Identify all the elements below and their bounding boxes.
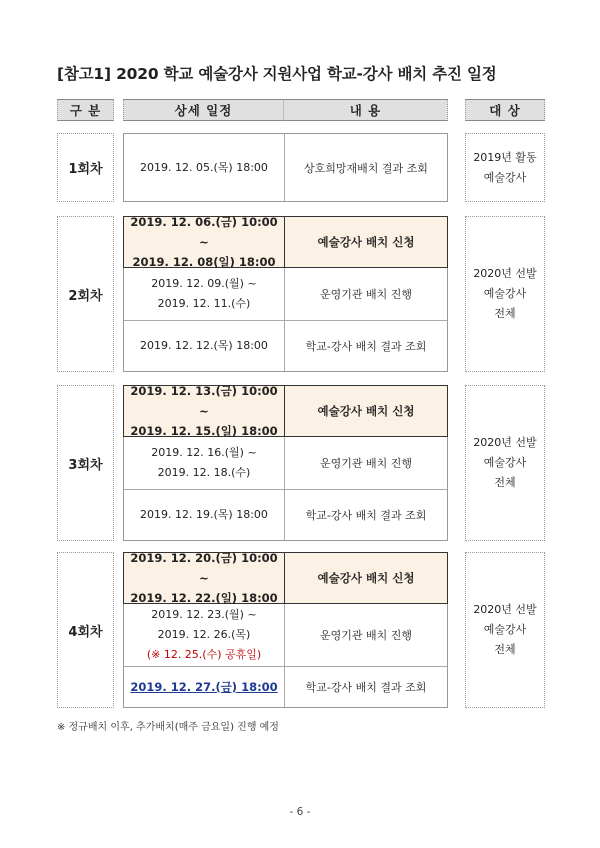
- date-line: 2019. 12. 22.(일) 18:00: [130, 591, 278, 605]
- schedule-content: 운영기관 배치 진행: [284, 268, 447, 320]
- date-line: 2019. 12. 26.(목): [157, 628, 251, 641]
- schedule-date: [124, 490, 284, 540]
- schedule-content: 학교-강사 배치 결과 조회: [284, 321, 447, 371]
- round-3-target: [465, 385, 545, 541]
- target-line: 예술강사: [483, 287, 527, 300]
- target-line: 예술강사: [483, 623, 527, 636]
- header-gubun: 구 분: [57, 99, 114, 121]
- round-1-schedule: [123, 133, 448, 202]
- target-line: 2020년 선발: [473, 436, 537, 449]
- schedule-row-highlight: [123, 385, 448, 437]
- round-1-target: [465, 133, 545, 202]
- header-target: 대 상: [465, 99, 545, 121]
- target-line: 예술강사: [483, 170, 527, 184]
- target-line: 전체: [494, 643, 516, 656]
- holiday-note: (※ 12. 25.(수) 공휴일): [146, 648, 262, 661]
- round-2-schedule: [123, 216, 448, 372]
- round-4-target: [465, 552, 545, 708]
- round-1-label: 1회차: [57, 133, 114, 202]
- schedule-row: [124, 489, 447, 540]
- date-line: 2019. 12. 05.(목) 18:00: [140, 160, 268, 174]
- header-schedule: 상세 일정: [123, 99, 283, 121]
- schedule-date: [124, 604, 284, 666]
- schedule-date: [124, 437, 284, 489]
- footnote: ※ 정규배치 이후, 추가배치(매주 금요일) 진행 예정: [57, 722, 279, 733]
- schedule-row: [124, 134, 447, 201]
- schedule-date: [124, 386, 284, 436]
- schedule-row-highlight: [123, 552, 448, 604]
- schedule-date: [124, 134, 284, 201]
- header-content: 내 용: [283, 99, 448, 121]
- schedule-row-highlight: [123, 216, 448, 268]
- schedule-row: [124, 604, 447, 666]
- target-line: 예술강사: [483, 456, 527, 469]
- round-2-target: [465, 216, 545, 372]
- date-line: 2019. 12. 08(일) 18:00: [132, 255, 276, 269]
- schedule-content: 예술강사 배치 신청: [284, 553, 447, 603]
- date-line: 2019. 12. 19.(목) 18:00: [140, 508, 268, 521]
- schedule-content: 학교-강사 배치 결과 조회: [284, 490, 447, 540]
- schedule-date: [124, 321, 284, 371]
- schedule-content: 예술강사 배치 신청: [284, 386, 447, 436]
- round-4-schedule: [123, 552, 448, 708]
- date-line: 2019. 12. 23.(월) ~: [151, 608, 257, 621]
- date-line: 2019. 12. 27.(금) 18:00: [130, 680, 278, 694]
- schedule-content: 운영기관 배치 진행: [284, 604, 447, 666]
- date-line: 2019. 12. 18.(수): [157, 466, 251, 479]
- schedule-content: 운영기관 배치 진행: [284, 437, 447, 489]
- date-line: 2019. 12. 06.(금) 10:00 ~: [130, 215, 278, 249]
- round-2-label: 2회차: [57, 216, 114, 372]
- target-line: 2019년 활동: [473, 150, 537, 164]
- round-4-label: 4회차: [57, 552, 114, 708]
- date-line: 2019. 12. 09.(월) ~: [151, 277, 257, 290]
- schedule-row: [124, 437, 447, 489]
- page-number: - 6 -: [289, 806, 311, 818]
- schedule-row: [124, 320, 447, 371]
- target-line: 2020년 선발: [473, 603, 537, 616]
- date-line: 2019. 12. 20.(금) 10:00 ~: [130, 551, 278, 585]
- round-3-label: 3회차: [57, 385, 114, 541]
- date-line: 2019. 12. 16.(월) ~: [151, 446, 257, 459]
- schedule-content: 예술강사 배치 신청: [284, 217, 447, 267]
- target-line: 2020년 선발: [473, 267, 537, 280]
- date-line: 2019. 12. 11.(수): [157, 297, 251, 310]
- date-line: 2019. 12. 15.(일) 18:00: [130, 424, 278, 438]
- schedule-row: [124, 268, 447, 320]
- schedule-row: [124, 666, 447, 707]
- round-3-schedule: [123, 385, 448, 541]
- target-line: 전체: [494, 307, 516, 320]
- schedule-date: [124, 217, 284, 267]
- schedule-date: [124, 553, 284, 603]
- target-line: 전체: [494, 476, 516, 489]
- date-line: 2019. 12. 12.(목) 18:00: [140, 339, 268, 352]
- schedule-date: [124, 667, 284, 707]
- schedule-content: 상호희망재배치 결과 조회: [284, 134, 447, 201]
- date-line: 2019. 12. 13.(금) 10:00 ~: [130, 384, 278, 418]
- schedule-date: [124, 268, 284, 320]
- schedule-content: 학교-강사 배치 결과 조회: [284, 667, 447, 707]
- page-title: [참고1] 2020 학교 예술강사 지원사업 학교-강사 배치 추진 일정: [57, 65, 497, 83]
